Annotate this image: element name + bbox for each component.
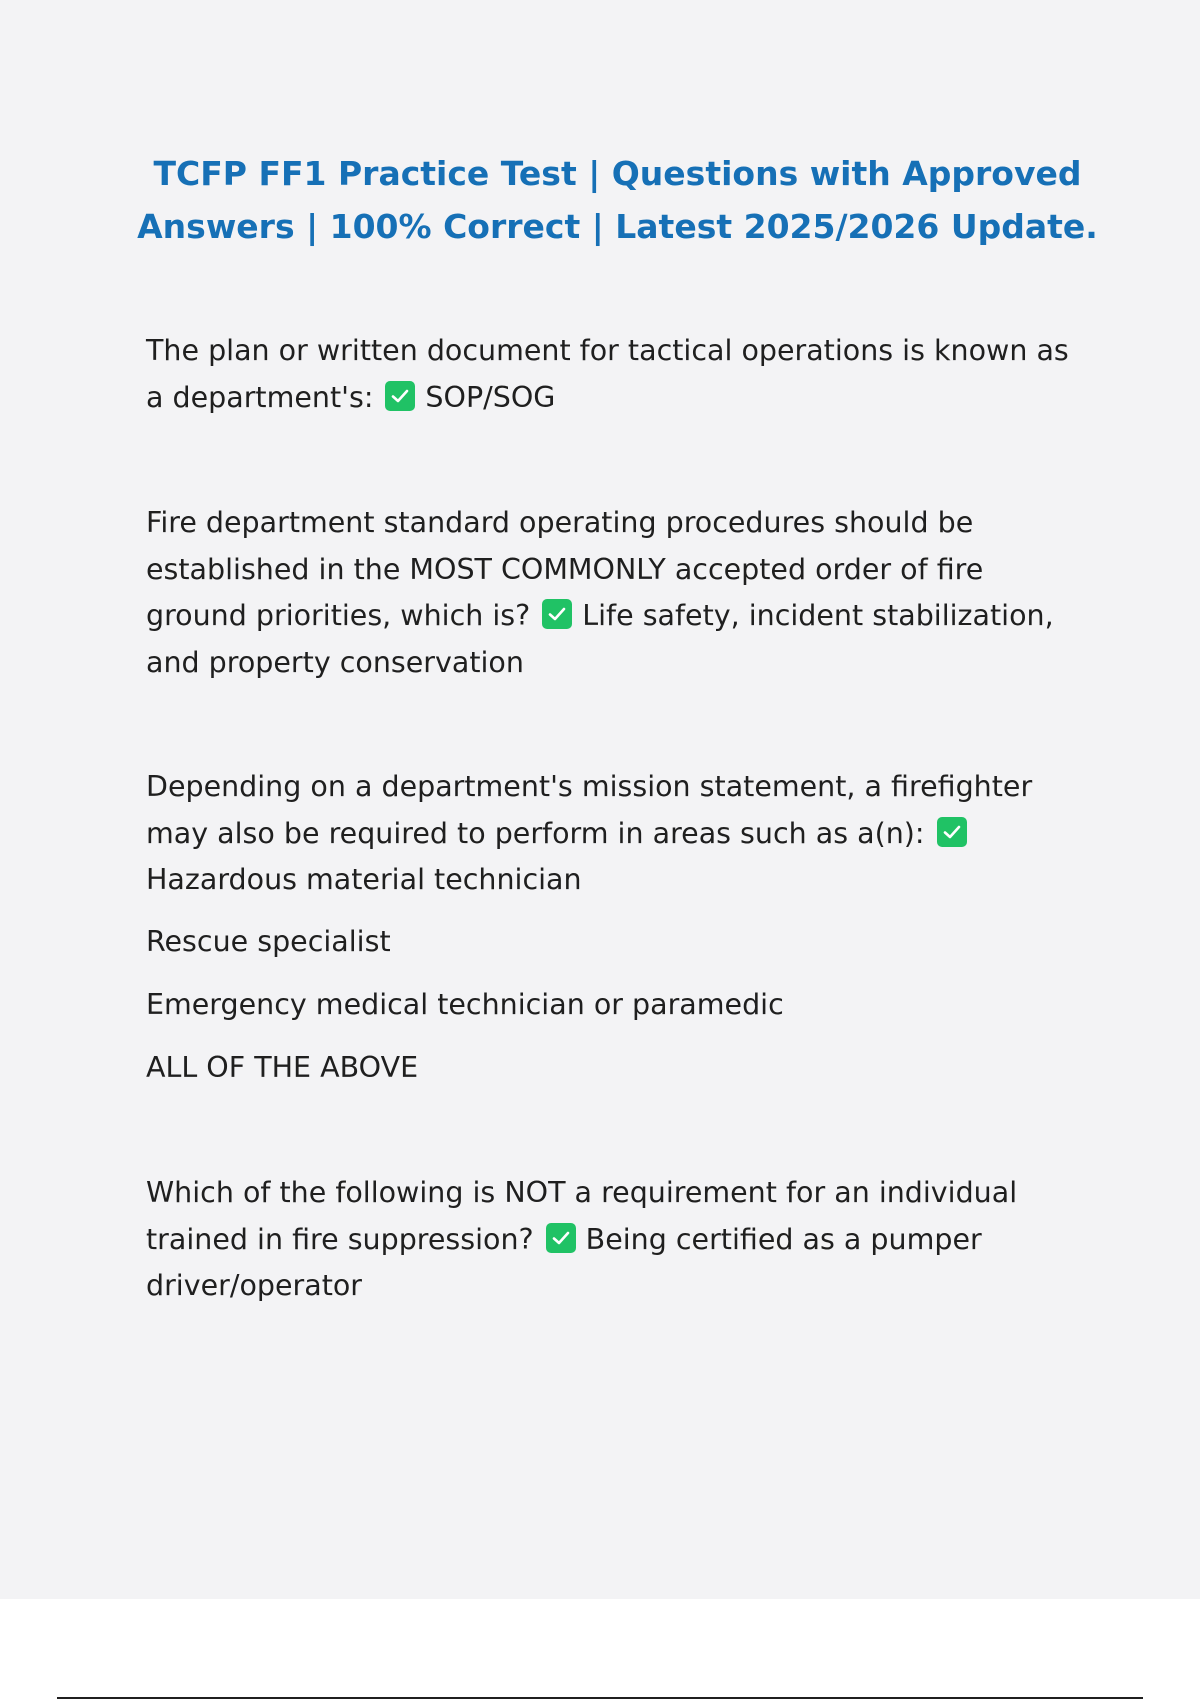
question-text: Depending on a department's mission statement, a firefighter may also be required to perform in areas such as a(n): <box>146 770 1033 850</box>
question-text: Fire department standard operating procedures should be established in the MOST COMMONLY accepted order of fire ground priorities, which is? <box>146 506 984 632</box>
question-item <box>146 764 1076 904</box>
answer-text: Hazardous material technician <box>146 863 582 896</box>
document-title: TCFP FF1 Practice Test | Questions with Approved Answers | 100% Correct | Latest 2025/2026 Update. <box>137 154 1098 246</box>
question-item <box>146 1170 1076 1310</box>
answer-line: ALL OF THE ABOVE <box>146 1051 419 1084</box>
question-text: The plan or written document for tactical operations is known as a department's: <box>146 334 1069 414</box>
question-item <box>146 328 1076 421</box>
answer-line: Emergency medical technician or paramedic <box>146 988 784 1021</box>
answer-text: Life safety, incident stabilization, and property conservation <box>146 599 1054 679</box>
question-item <box>146 500 1076 686</box>
check-box-icon <box>385 381 415 411</box>
check-box-icon <box>937 817 967 847</box>
answer-line: Rescue specialist <box>146 925 391 958</box>
check-box-icon <box>542 599 572 629</box>
footer-divider <box>57 1697 1143 1699</box>
question-text: Which of the following is NOT a requirement for an individual trained in fire suppression? <box>146 1176 1018 1256</box>
answer-text: Being certified as a pumper driver/operator <box>146 1222 982 1302</box>
check-box-icon <box>546 1223 576 1253</box>
answer-text: SOP/SOG <box>425 380 556 414</box>
